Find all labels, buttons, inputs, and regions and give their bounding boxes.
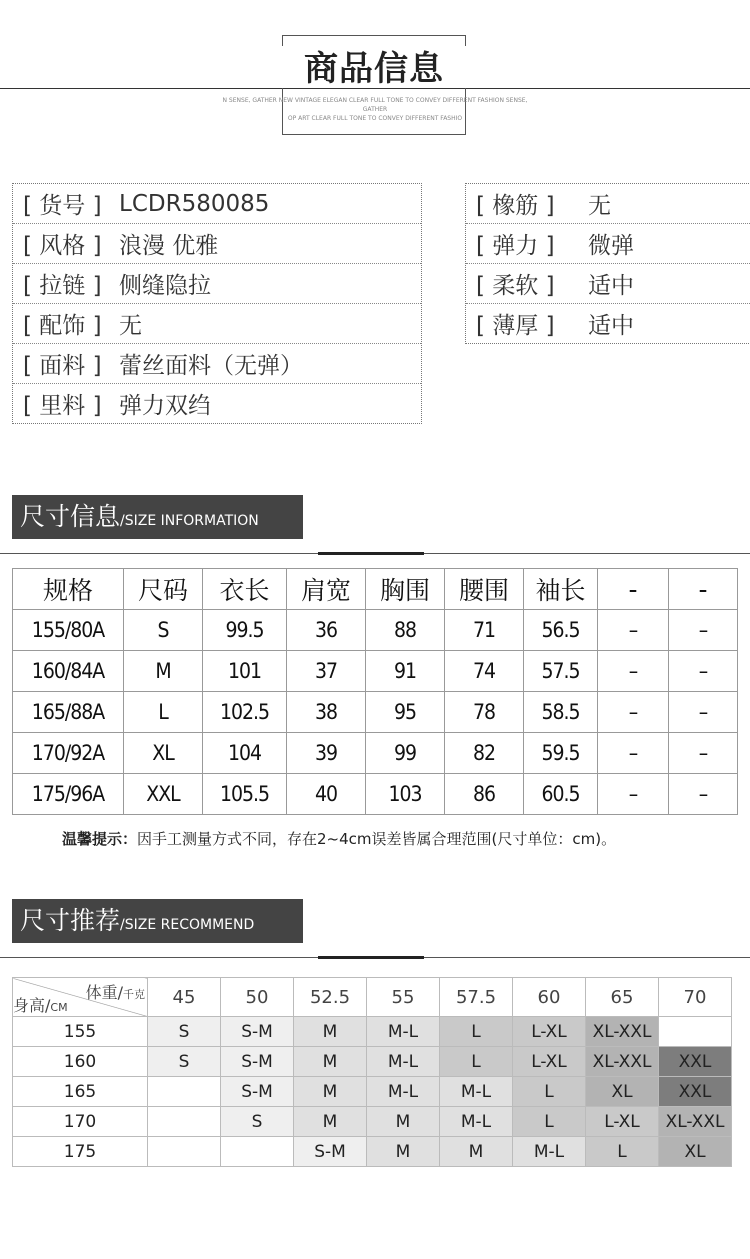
info-label: [ 橡筋 ]	[476, 193, 555, 219]
weight-header-cell: 55	[367, 978, 440, 1017]
size-table-cell: 175/96A	[13, 774, 124, 815]
size-table-cell: 37	[287, 651, 366, 692]
weight-header-cell: 65	[586, 978, 659, 1017]
info-label: [ 里料 ]	[23, 393, 102, 419]
size-info-title: 尺寸信息	[20, 502, 121, 531]
recommend-size-cell: L	[586, 1137, 659, 1167]
recommend-size-cell: XL-XXL	[586, 1017, 659, 1047]
size-table-cell: 60.5	[524, 774, 598, 815]
recommend-size-cell: S-M	[294, 1137, 367, 1167]
recommend-size-cell: M-L	[440, 1077, 513, 1107]
size-table-cell: 99	[366, 733, 445, 774]
size-table-cell: XXL	[124, 774, 203, 815]
measurement-tip	[62, 828, 616, 849]
tip-text: 因手工测量方式不同，存在2~4cm误差皆属合理范围(尺寸单位：cm)。	[137, 830, 617, 848]
recommend-size-cell: L-XL	[513, 1047, 586, 1077]
recommend-size-cell: XL	[586, 1077, 659, 1107]
info-row	[466, 264, 750, 304]
recommend-size-cell: M	[367, 1107, 440, 1137]
size-table-header	[13, 569, 738, 610]
recommend-size-cell: S-M	[221, 1017, 294, 1047]
info-row	[13, 264, 421, 304]
recommend-size-cell	[659, 1017, 732, 1047]
size-table-cell: 165/88A	[13, 692, 124, 733]
weight-header-cell: 60	[513, 978, 586, 1017]
recommend-size-cell: S	[148, 1017, 221, 1047]
size-table-cell: –	[669, 733, 738, 774]
height-cell: 155	[13, 1017, 148, 1047]
weight-header-cell: 45	[148, 978, 221, 1017]
recommend-size-cell: M-L	[440, 1107, 513, 1137]
size-recommend-divider-accent	[318, 956, 424, 959]
size-table-cell: 78	[445, 692, 524, 733]
recommend-row	[13, 1107, 732, 1137]
size-table-cell: 170/92A	[13, 733, 124, 774]
size-table-cell: –	[669, 610, 738, 651]
recommend-size-cell: M-L	[367, 1017, 440, 1047]
size-info-title-en: /SIZE INFORMATION	[120, 513, 259, 529]
size-table-cell: 86	[445, 774, 524, 815]
size-table-cell: 82	[445, 733, 524, 774]
height-cell: 160	[13, 1047, 148, 1077]
header-subtitle	[210, 96, 540, 123]
size-table-cell: 56.5	[524, 610, 598, 651]
size-table-header-cell: 肩宽	[287, 569, 366, 610]
size-table-cell: 40	[287, 774, 366, 815]
weight-header-cell: 50	[221, 978, 294, 1017]
info-row	[13, 184, 421, 224]
size-table-row	[13, 733, 738, 774]
weight-axis-label: 体重/千克	[85, 983, 145, 1002]
size-table-cell: 160/84A	[13, 651, 124, 692]
size-table-cell: XL	[124, 733, 203, 774]
size-table-header-cell: -	[669, 569, 738, 610]
height-cell: 170	[13, 1107, 148, 1137]
size-table-header-cell: 腰围	[445, 569, 524, 610]
recommend-size-cell: M-L	[367, 1047, 440, 1077]
recommend-size-cell	[148, 1107, 221, 1137]
size-table-cell: –	[669, 692, 738, 733]
info-value: 蕾丝面料（无弹）	[119, 353, 303, 379]
recommend-size-cell: L-XL	[513, 1017, 586, 1047]
header-subtitle-line2: OP ART CLEAR FULL TONE TO CONVEY DIFFERENT FASHIO	[287, 115, 463, 122]
height-cell: 175	[13, 1137, 148, 1167]
size-table-cell: –	[598, 774, 669, 815]
info-row	[13, 384, 421, 423]
size-table-header-cell: 衣长	[203, 569, 287, 610]
size-recommend-title-en: /SIZE RECOMMEND	[120, 917, 255, 933]
size-table-cell: –	[598, 733, 669, 774]
size-table-header-cell: -	[598, 569, 669, 610]
size-table-cell: 105.5	[203, 774, 287, 815]
size-table-cell: L	[124, 692, 203, 733]
info-row	[13, 344, 421, 384]
size-recommend-banner	[12, 899, 303, 943]
recommend-size-cell: M-L	[513, 1137, 586, 1167]
recommend-size-cell: L	[440, 1047, 513, 1077]
recommend-size-cell: S	[148, 1047, 221, 1077]
size-table	[12, 568, 738, 815]
size-table-row	[13, 774, 738, 815]
size-table-cell: 155/80A	[13, 610, 124, 651]
info-row	[466, 184, 750, 224]
size-table-cell: –	[598, 610, 669, 651]
recommend-row	[13, 1137, 732, 1167]
page-title: 商品信息	[282, 46, 466, 88]
size-table-row	[13, 651, 738, 692]
size-table-header-cell: 袖长	[524, 569, 598, 610]
product-info-right	[465, 183, 750, 344]
recommend-size-cell: S-M	[221, 1077, 294, 1107]
size-table-cell: 104	[203, 733, 287, 774]
recommend-size-cell	[221, 1137, 294, 1167]
size-table-body	[13, 610, 738, 815]
size-table-cell: –	[669, 651, 738, 692]
size-table-cell: 102.5	[203, 692, 287, 733]
info-value: 适中	[588, 313, 634, 339]
size-table-cell: 103	[366, 774, 445, 815]
product-info-left	[12, 183, 422, 424]
info-value: 侧缝隐拉	[119, 273, 211, 299]
size-table-cell: –	[598, 692, 669, 733]
recommend-size-cell: M-L	[367, 1077, 440, 1107]
size-recommend-title: 尺寸推荐	[20, 906, 121, 935]
recommend-header-row	[13, 978, 732, 1017]
recommend-size-cell: XXL	[659, 1077, 732, 1107]
info-row	[13, 224, 421, 264]
size-table-cell: 39	[287, 733, 366, 774]
info-value: LCDR580085	[119, 190, 270, 217]
info-value: 微弹	[588, 233, 634, 259]
info-row	[466, 224, 750, 264]
size-table-row	[13, 692, 738, 733]
recommend-size-cell: M	[294, 1107, 367, 1137]
recommend-size-cell: L	[513, 1107, 586, 1137]
recommend-size-cell: L	[513, 1077, 586, 1107]
recommend-row	[13, 1077, 732, 1107]
info-value: 适中	[588, 273, 634, 299]
recommend-size-cell	[148, 1077, 221, 1107]
size-table-cell: 59.5	[524, 733, 598, 774]
recommend-size-cell: S	[221, 1107, 294, 1137]
recommend-size-cell: XL-XXL	[659, 1107, 732, 1137]
info-label: [ 面料 ]	[23, 353, 102, 379]
recommend-corner-cell	[13, 978, 148, 1017]
size-table-header-cell: 尺码	[124, 569, 203, 610]
recommend-size-cell: M	[440, 1137, 513, 1167]
recommend-row	[13, 1017, 732, 1047]
recommend-size-cell: XL-XXL	[586, 1047, 659, 1077]
recommend-size-cell: M	[294, 1017, 367, 1047]
info-value: 浪漫 优雅	[119, 233, 219, 259]
info-value: 无	[119, 313, 142, 339]
size-table-cell: 91	[366, 651, 445, 692]
weight-header-cell: 57.5	[440, 978, 513, 1017]
size-table-cell: 99.5	[203, 610, 287, 651]
size-table-header-cell: 规格	[13, 569, 124, 610]
size-info-divider-accent	[318, 552, 424, 555]
size-table-header-cell: 胸围	[366, 569, 445, 610]
info-value: 弹力双绉	[119, 393, 211, 419]
header-subtitle-line1: N SENSE, GATHER NEW VINTAGE ELEGAN CLEAR FULL TONE TO CONVEY DIFFERENT FASHION SENSE, GATHER	[222, 97, 528, 113]
height-axis-label: 身高/CM	[13, 996, 68, 1015]
size-table-cell: 36	[287, 610, 366, 651]
size-table-cell: –	[598, 651, 669, 692]
info-label: [ 柔软 ]	[476, 273, 555, 299]
size-table-cell: S	[124, 610, 203, 651]
recommend-size-cell: L	[440, 1017, 513, 1047]
info-row	[13, 304, 421, 344]
size-table-cell: M	[124, 651, 203, 692]
recommend-size-cell: M	[294, 1077, 367, 1107]
size-table-cell: 58.5	[524, 692, 598, 733]
weight-header-cell: 52.5	[294, 978, 367, 1017]
recommend-size-cell: M	[367, 1137, 440, 1167]
recommend-size-cell: L-XL	[586, 1107, 659, 1137]
size-table-row	[13, 610, 738, 651]
recommend-size-cell: S-M	[221, 1047, 294, 1077]
tip-label: 温馨提示：	[62, 830, 138, 848]
height-cell: 165	[13, 1077, 148, 1107]
size-table-cell: 95	[366, 692, 445, 733]
recommend-size-cell: XL	[659, 1137, 732, 1167]
size-table-cell: 101	[203, 651, 287, 692]
recommend-size-cell: XXL	[659, 1047, 732, 1077]
size-info-banner	[12, 495, 303, 539]
size-table-cell: 74	[445, 651, 524, 692]
info-label: [ 弹力 ]	[476, 233, 555, 259]
size-recommend-table	[12, 977, 732, 1167]
recommend-size-cell	[148, 1137, 221, 1167]
info-label: [ 配饰 ]	[23, 313, 102, 339]
weight-header-cell: 70	[659, 978, 732, 1017]
info-label: [ 货号 ]	[23, 193, 102, 219]
info-row	[466, 304, 750, 343]
size-table-cell: 38	[287, 692, 366, 733]
info-value: 无	[588, 193, 611, 219]
size-table-cell: 57.5	[524, 651, 598, 692]
info-label: [ 薄厚 ]	[476, 313, 555, 339]
size-table-cell: –	[669, 774, 738, 815]
recommend-size-cell: M	[294, 1047, 367, 1077]
info-label: [ 风格 ]	[23, 233, 102, 259]
recommend-row	[13, 1047, 732, 1077]
size-table-cell: 88	[366, 610, 445, 651]
info-label: [ 拉链 ]	[23, 273, 102, 299]
size-table-cell: 71	[445, 610, 524, 651]
